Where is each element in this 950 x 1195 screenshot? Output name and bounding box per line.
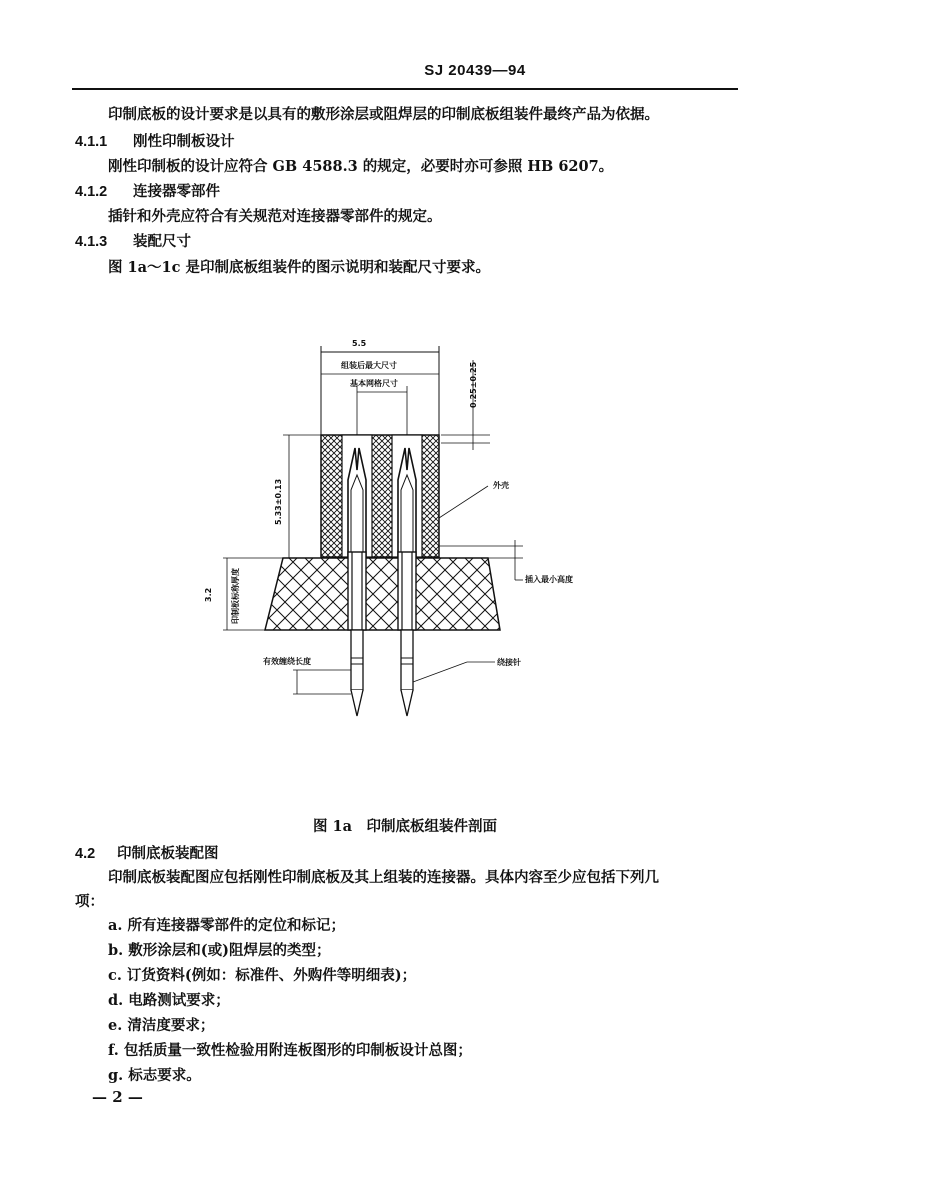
label-grid-size: 基本网格尺寸	[350, 379, 398, 388]
page-number: — 2 —	[92, 1088, 143, 1106]
dim-top-value: 5.5	[352, 339, 367, 348]
intro-paragraph: 印制底板的设计要求是以具有的敷形涂层或阻焊层的印制底板组装件最终产品为依据。	[108, 106, 659, 123]
label-thickness: 印制板标称厚度	[231, 568, 240, 624]
dim-thick-value: 3.2	[204, 587, 213, 602]
section-4-1-3-heading	[75, 230, 191, 251]
wrap-post-tip-left	[351, 690, 363, 716]
label-shell: 外壳	[493, 481, 509, 490]
section-4-1-2-heading	[75, 180, 220, 201]
section-4-1-1-body: 刚性印制板的设计应符合 GB 4588.3 的规定，必要时亦可参照 HB 6207。	[108, 158, 614, 175]
dim-left-value: 5.33±0.13	[274, 478, 283, 525]
header-rule	[72, 88, 738, 90]
wrap-pin-leader	[413, 662, 467, 682]
section-4-1-3-body: 图 1a～1c 是印制底板组装件的图示说明和装配尺寸要求。	[108, 259, 490, 276]
list-item: d. 电路测试要求；	[108, 992, 230, 1009]
wrap-post-right	[401, 630, 413, 690]
list-item: b. 敷形涂层和(或)阻焊层的类型；	[108, 942, 331, 959]
label-wrap-pin: 绕接针	[497, 658, 521, 667]
contact-cavity-left	[342, 435, 372, 557]
section-title: 印制底板装配图	[117, 845, 219, 862]
wrap-post-tip-right	[401, 690, 413, 716]
section-4-2-heading	[75, 842, 219, 863]
contact-cavity-right	[392, 435, 422, 557]
label-wrap-length: 有效缠绕长度	[263, 657, 311, 666]
section-title: 连接器零部件	[133, 183, 220, 200]
section-number: 4.1.3	[75, 234, 108, 250]
document-code: SJ 20439—94	[424, 62, 526, 79]
section-4-1-2-body: 插针和外壳应符合有关规范对连接器零部件的规定。	[108, 208, 442, 225]
list-item: e. 清洁度要求；	[108, 1017, 215, 1034]
section-number: 4.1.2	[75, 184, 108, 200]
wrap-post-left	[351, 630, 363, 690]
section-number: 4.1.1	[75, 134, 108, 150]
board-hole-left	[348, 552, 366, 630]
board-hole-right	[398, 552, 416, 630]
dim-right-value: 0.25±0.25	[469, 361, 478, 408]
list-item: a. 所有连接器零部件的定位和标记；	[108, 917, 345, 934]
figure-caption: 图 1a 印制底板组装件剖面	[312, 818, 498, 835]
section-4-2-body-line1: 印制底板装配图应包括刚性印制底板及其上组装的连接器。具体内容至少应包括下列几	[108, 869, 659, 886]
section-title: 装配尺寸	[133, 233, 191, 250]
label-max-size: 组装后最大尺寸	[341, 361, 397, 370]
label-insert-min: 插入最小高度	[525, 575, 573, 584]
section-title: 刚性印制板设计	[133, 133, 235, 150]
list-item: f. 包括质量一致性检验用附连板图形的印制板设计总图；	[108, 1042, 472, 1059]
figure-1a-cross-section	[205, 330, 625, 730]
list-item: c. 订货资料(例如：标准件、外购件等明细表)；	[108, 967, 417, 984]
section-4-2-body-line2: 项：	[75, 893, 104, 910]
list-item: g. 标志要求。	[108, 1067, 201, 1084]
shell-leader	[439, 486, 488, 518]
printed-board	[265, 558, 500, 630]
section-number: 4.2	[75, 846, 96, 862]
section-4-1-1-heading	[75, 130, 235, 151]
